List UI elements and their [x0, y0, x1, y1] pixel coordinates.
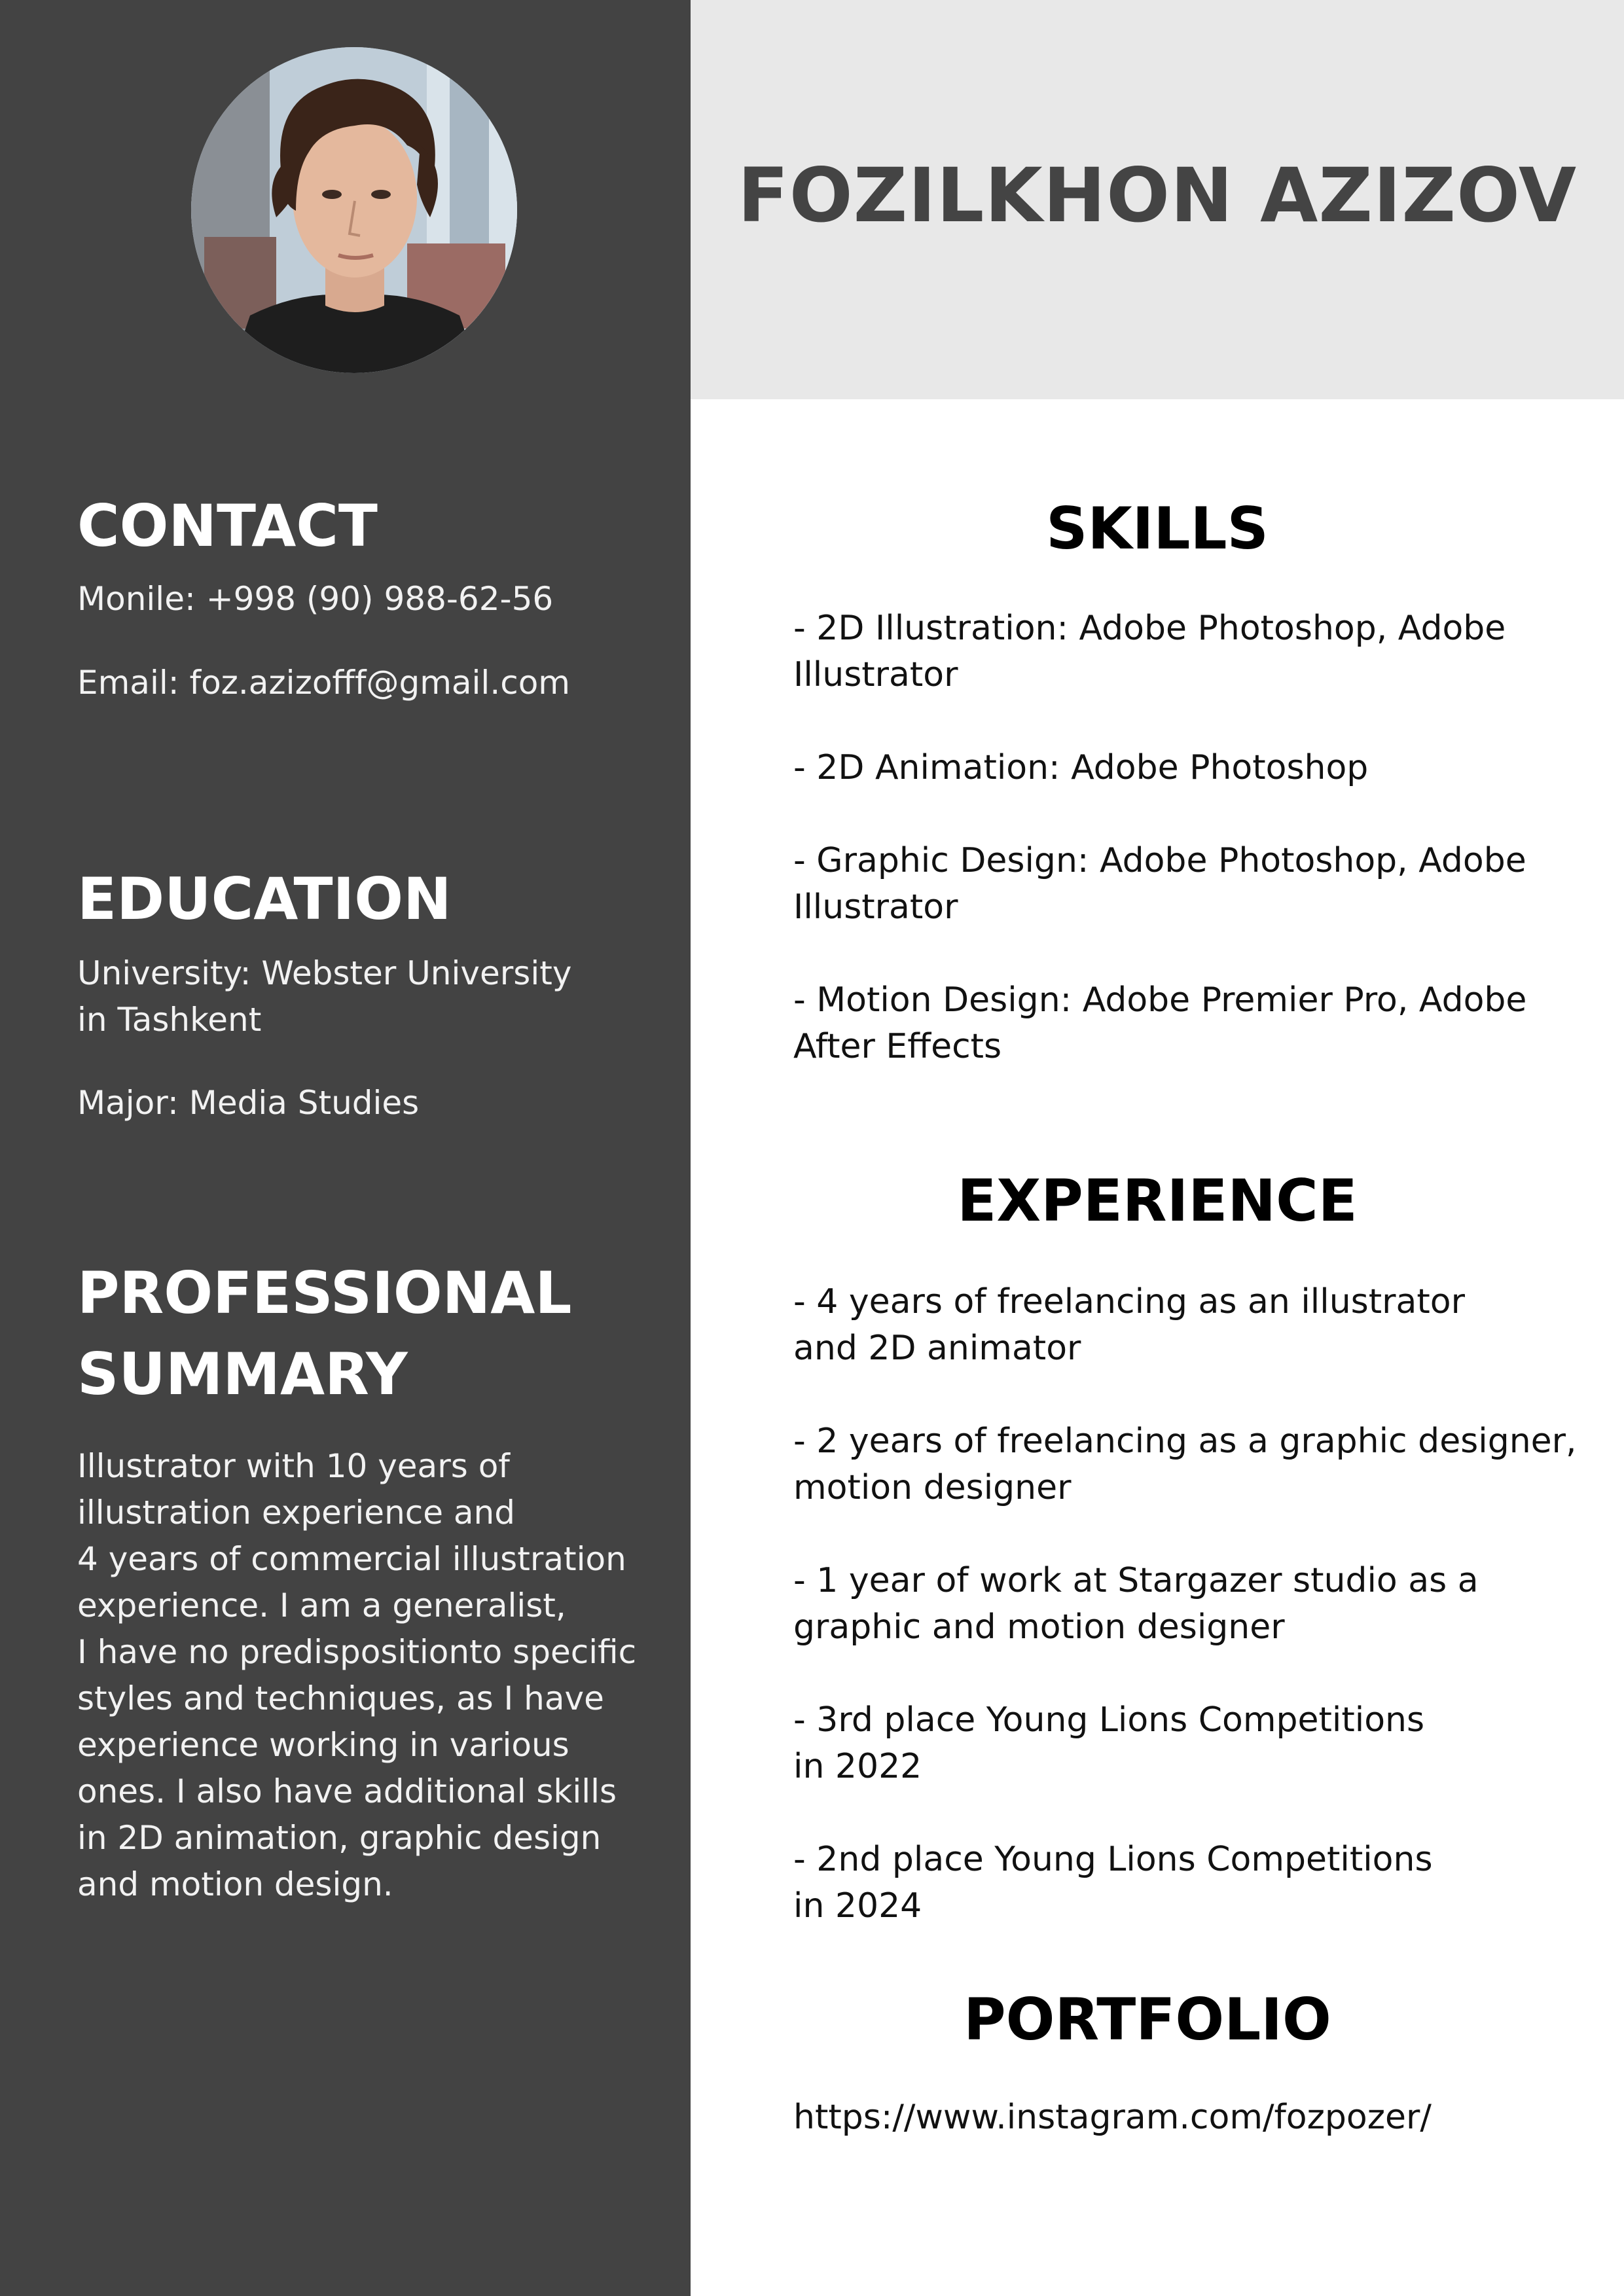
summary-heading: PROFESSIONAL SUMMARY: [77, 1259, 572, 1408]
experience-item: - 2 years of freelancing as a graphic designer, motion designer: [793, 1422, 1577, 1507]
skill-item: - 2D Illustration: Adobe Photoshop, Adobe Illustrator: [793, 609, 1506, 694]
education-heading: EDUCATION: [77, 865, 452, 933]
skill-item: - 2D Animation: Adobe Photoshop: [793, 748, 1369, 787]
experience-item: - 2nd place Young Lions Competitions in 2024: [793, 1840, 1433, 1926]
experience-list: [793, 1279, 1592, 1976]
experience-heading: EXPERIENCE: [957, 1167, 1358, 1234]
full-name: FOZILKHON AZIZOV: [737, 152, 1578, 239]
profile-photo-illustration: [191, 47, 517, 373]
name-header: [691, 0, 1624, 399]
sidebar: [0, 0, 691, 2296]
skills-heading: SKILLS: [1046, 495, 1269, 562]
summary-text: Illustrator with 10 years of illustration experience and 4 years of commercial illustration experience. I am a generalist, I have no predispositionto specific styles and techniques, as I have experience working in various ones. I also have additional skills in 2D animation, graphic design and motion design.: [77, 1447, 637, 1903]
portfolio-heading: PORTFOLIO: [964, 1986, 1331, 2053]
education-major: Major: Media Studies: [77, 1084, 420, 1122]
skill-item: - Graphic Design: Adobe Photoshop, Adobe Illustrator: [793, 841, 1526, 927]
contact-heading: CONTACT: [77, 492, 378, 560]
experience-item: - 1 year of work at Stargazer studio as a graphic and motion designer: [793, 1561, 1479, 1647]
experience-item: - 4 years of freelancing as an illustrator and 2D animator: [793, 1282, 1465, 1368]
education-university: University: Webster University in Tashkent: [77, 954, 572, 1039]
skills-list: [793, 605, 1592, 1117]
contact-email: Email: foz.azizofff@gmail.com: [77, 664, 571, 702]
contact-mobile: Monile: +998 (90) 988-62-56: [77, 580, 554, 618]
profile-photo: [191, 47, 517, 373]
experience-item: - 3rd place Young Lions Competitions in 2022: [793, 1700, 1425, 1786]
portfolio-link[interactable]: https://www.instagram.com/fozpozer/: [793, 2098, 1432, 2137]
skill-item: - Motion Design: Adobe Premier Pro, Adobe After Effects: [793, 980, 1527, 1066]
